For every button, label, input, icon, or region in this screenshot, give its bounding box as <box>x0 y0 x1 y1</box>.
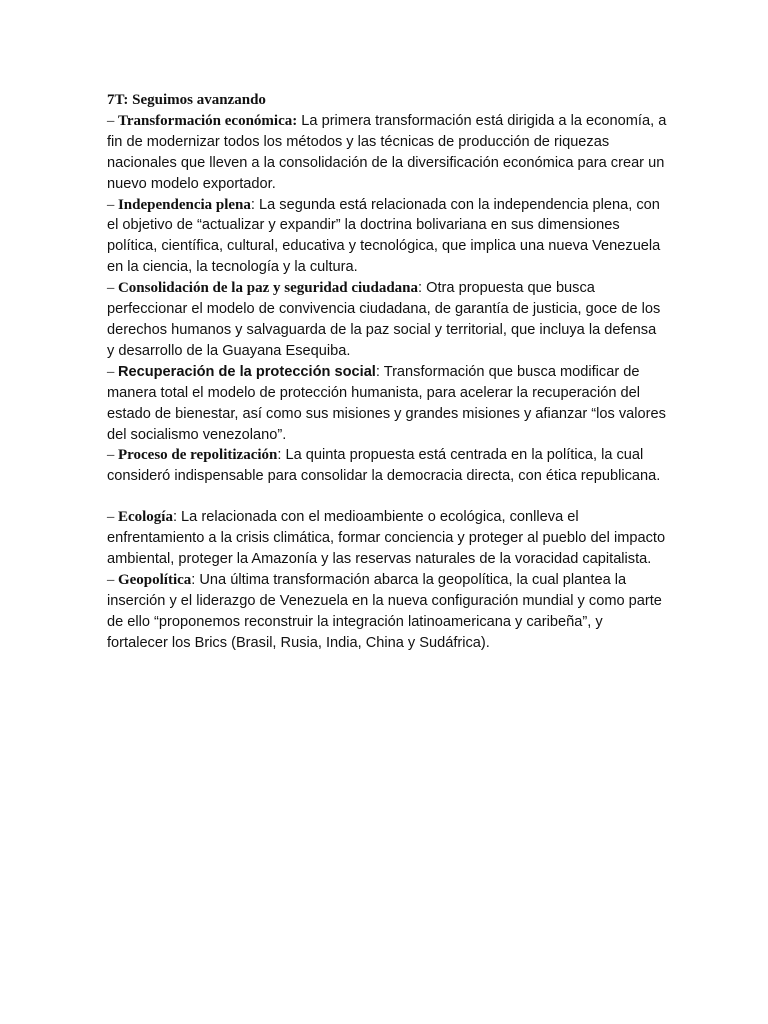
paragraph-geopolitica <box>107 570 667 654</box>
paragraph-text: : La quinta propuesta está centrada en la política, la cual consideró indispensable para consolidar la democracia directa, con ética republicana. <box>107 447 661 485</box>
paragraph-ecologia <box>107 507 667 570</box>
paragraph-heading: Independencia plena <box>117 196 251 213</box>
paragraph-heading: Recuperación de la protección social <box>117 363 376 380</box>
paragraph-consolidacion-paz <box>107 278 667 362</box>
paragraph-independencia-plena <box>107 195 667 279</box>
dash: – <box>107 112 118 129</box>
paragraph-heading: Geopolítica <box>117 571 192 588</box>
dash: – <box>107 571 118 588</box>
paragraph-text: : La relacionada con el medioambiente o ecológica, conlleva el enfrentamiento a la crisis climática, formar conciencia y proteger al pueblo del impacto ambiental, proteger la Amazonía y las reservas naturales de la voracidad capitalista. <box>107 509 666 568</box>
dash: – <box>107 447 118 464</box>
paragraph-heading: Proceso de repolitización <box>117 447 278 464</box>
dash: – <box>107 280 118 297</box>
paragraph-text: : Transformación que busca modificar de manera total el modelo de protección humanista, para acelerar la recuperación del estado de bienestar, así como sus misiones y grandes misiones y afianzar “los valores del socialismo venezolano”. <box>107 363 666 443</box>
paragraph-text: : Otra propuesta que busca perfeccionar el modelo de convivencia ciudadana, de garantía de justicia, goce de los derechos humanos y salvaguarda de la paz social y territorial, que incluya la defensa y desarrollo de la Guayana Esequiba. <box>107 280 661 359</box>
dash: – <box>107 509 118 526</box>
dash: – <box>107 363 118 380</box>
paragraph-heading: Ecología <box>117 509 173 526</box>
paragraph-text: : Una última transformación abarca la geopolítica, la cual plantea la inserción y el liderazgo de Venezuela en la nueva configuración mundial y como parte de ello “proponemos reconstruir la integración latinoamericana y caribeña”, y fortalecer los Brics (Brasil, Rusia, India, China y Sudáfrica). <box>107 571 662 651</box>
paragraph-heading: Consolidación de la paz y seguridad ciudadana <box>117 280 419 297</box>
paragraph-text: La primera transformación está dirigida a la economía, a fin de modernizar todos los métodos y las técnicas de producción de riquezas nacionales que lleven a la consolidación de la diversificación económica para crear un nuevo modelo exportador. <box>107 112 667 192</box>
document-page <box>107 90 667 654</box>
paragraph-transformacion-economica <box>107 111 667 195</box>
dash: – <box>107 196 118 213</box>
paragraph-text: : La segunda está relacionada con la independencia plena, con el objetivo de “actualizar y expandir” la doctrina bolivariana en sus dimensiones política, científica, cultural, educativa y tecnológica, que implica una nueva Venezuela en la ciencia, la tecnología y la cultura. <box>107 196 661 276</box>
paragraph-proceso-repolitizacion <box>107 445 667 487</box>
paragraph-recuperacion-proteccion <box>107 362 667 446</box>
paragraph-heading: Transformación económica: <box>117 112 298 129</box>
document-title: 7T: Seguimos avanzando <box>107 92 266 108</box>
